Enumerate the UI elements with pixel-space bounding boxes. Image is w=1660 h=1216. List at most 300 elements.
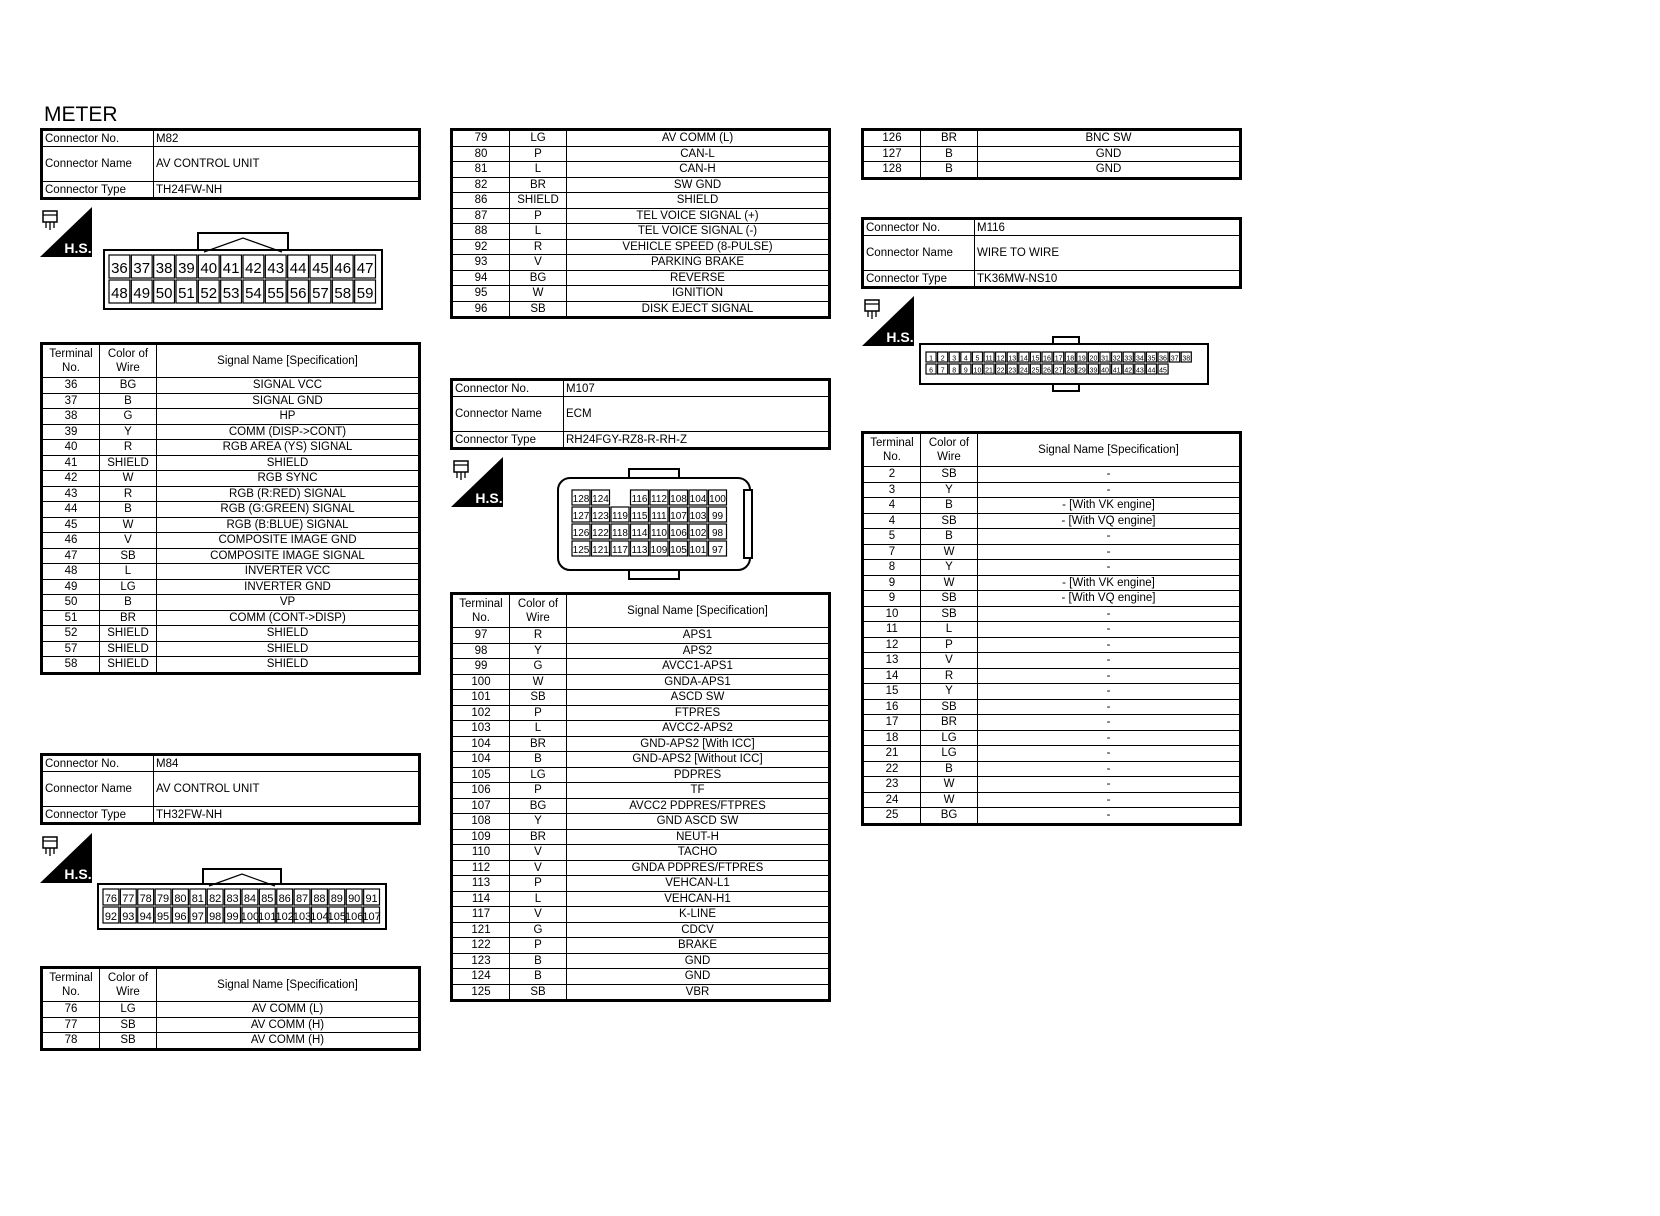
- terminal-no: 94: [452, 270, 510, 286]
- connector-type: TH32FW-NH: [154, 807, 420, 824]
- connector-m84-table-continued: [450, 128, 831, 319]
- signal-name: GND: [978, 146, 1241, 162]
- terminal-number: 59: [356, 284, 374, 302]
- terminal-no: 114: [452, 891, 510, 907]
- signal-name: TF: [567, 783, 830, 799]
- terminal-number: 32: [1112, 355, 1121, 363]
- wire-color: SB: [100, 548, 157, 564]
- terminal-no: 79: [452, 130, 510, 147]
- signal-name: GNDA-APS1: [567, 674, 830, 690]
- terminal-no: 96: [452, 301, 510, 318]
- table-row: [452, 130, 830, 147]
- signal-name: SIGNAL VCC: [157, 378, 420, 394]
- table-row: [42, 579, 420, 595]
- hs-icon: [40, 833, 92, 883]
- terminal-no: 48: [42, 564, 100, 580]
- terminal-no: 7: [863, 544, 921, 560]
- signal-name: -: [978, 808, 1241, 825]
- terminal-number: 21: [985, 367, 993, 375]
- signal-name: RGB (B:BLUE) SIGNAL: [157, 517, 420, 533]
- wire-color: SB: [921, 513, 978, 529]
- terminal-no: 23: [863, 777, 921, 793]
- terminal-number: 12: [996, 355, 1005, 363]
- terminal-number: 85: [261, 892, 274, 905]
- label-connector-no: Connector No.: [42, 130, 154, 147]
- signal-name: VP: [157, 595, 420, 611]
- wire-color: SB: [510, 984, 567, 1001]
- table-row: [42, 641, 420, 657]
- terminal-number: 53: [222, 284, 240, 302]
- terminal-number: 104: [310, 910, 329, 923]
- table-row: [452, 845, 830, 861]
- terminal-number: 99: [711, 511, 724, 522]
- wire-color: L: [510, 162, 567, 178]
- table-header: [863, 433, 1241, 467]
- terminal-no: 122: [452, 938, 510, 954]
- wire-color: SHIELD: [100, 657, 157, 674]
- terminal-number: 38: [155, 259, 173, 277]
- terminal-number: 1: [929, 355, 934, 363]
- terminal-no: 13: [863, 653, 921, 669]
- terminal-number: 114: [631, 528, 648, 539]
- terminal-number: 81: [191, 892, 204, 905]
- table-row: [452, 829, 830, 845]
- signal-name: SHIELD: [157, 657, 420, 674]
- connector-m82-info: [40, 128, 421, 200]
- table-row: [452, 752, 830, 768]
- label-connector-no: Connector No.: [42, 755, 154, 772]
- wire-color: SB: [921, 591, 978, 607]
- terminal-number: 115: [631, 511, 648, 522]
- signal-name: TEL VOICE SIGNAL (-): [567, 224, 830, 240]
- table-row: [452, 690, 830, 706]
- terminal-number: 10: [973, 367, 982, 375]
- terminal-no: 18: [863, 730, 921, 746]
- signal-name: -: [978, 653, 1241, 669]
- table-row: [452, 922, 830, 938]
- wire-color: W: [921, 792, 978, 808]
- signal-name: VEHCAN-L1: [567, 876, 830, 892]
- terminal-number: 108: [670, 494, 687, 505]
- wire-color: V: [510, 860, 567, 876]
- signal-name: APS2: [567, 643, 830, 659]
- wire-color: P: [510, 705, 567, 721]
- terminal-no: 15: [863, 684, 921, 700]
- terminal-no: 10: [863, 606, 921, 622]
- table-row: [452, 721, 830, 737]
- terminal-no: 109: [452, 829, 510, 845]
- table-row: [452, 860, 830, 876]
- terminal-number: 25: [1031, 367, 1040, 375]
- wire-color: SB: [510, 301, 567, 318]
- signal-name: CAN-H: [567, 162, 830, 178]
- signal-name: PARKING BRAKE: [567, 255, 830, 271]
- table-row: [863, 529, 1241, 545]
- wire-color: P: [510, 783, 567, 799]
- terminal-no: 49: [42, 579, 100, 595]
- terminal-number: 45: [1159, 367, 1167, 375]
- signal-name: -: [978, 792, 1241, 808]
- wire-color: BR: [510, 829, 567, 845]
- terminal-number: 15: [1031, 355, 1040, 363]
- terminal-number: 50: [155, 284, 173, 302]
- wire-color: SHIELD: [100, 626, 157, 642]
- signal-name: - [With VK engine]: [978, 575, 1241, 591]
- wire-color: SHIELD: [100, 641, 157, 657]
- wire-color: R: [100, 440, 157, 456]
- signal-name: -: [978, 668, 1241, 684]
- header-signal-name: Signal Name [Specification]: [157, 344, 420, 378]
- signal-name: -: [978, 715, 1241, 731]
- wire-color: Y: [921, 560, 978, 576]
- terminal-no: 103: [452, 721, 510, 737]
- terminal-no: 41: [42, 455, 100, 471]
- terminal-number: 122: [592, 528, 609, 539]
- terminal-no: 21: [863, 746, 921, 762]
- terminal-number: 6: [929, 367, 934, 375]
- header-color-of-wire: Color of Wire: [921, 433, 978, 467]
- signal-name: SHIELD: [567, 193, 830, 209]
- wire-color: V: [510, 907, 567, 923]
- terminal-number: 11: [985, 355, 993, 363]
- table-row: [42, 502, 420, 518]
- terminal-no: 81: [452, 162, 510, 178]
- terminal-no: 86: [452, 193, 510, 209]
- connector-type: RH24FGY-RZ8-R-RH-Z: [564, 432, 830, 449]
- terminal-number: 103: [689, 511, 707, 522]
- table-row: [863, 544, 1241, 560]
- terminal-no: 107: [452, 798, 510, 814]
- wire-color: BR: [921, 715, 978, 731]
- terminal-number: 37: [133, 259, 151, 277]
- signal-name: GND-APS2 [Without ICC]: [567, 752, 830, 768]
- wire-color: B: [100, 502, 157, 518]
- signal-name: -: [978, 482, 1241, 498]
- table-row: [863, 146, 1241, 162]
- signal-name: COMM (DISP->CONT): [157, 424, 420, 440]
- label-connector-name: Connector Name: [42, 772, 154, 807]
- signal-name: -: [978, 606, 1241, 622]
- terminal-number: 36: [111, 259, 128, 277]
- terminal-no: 11: [863, 622, 921, 638]
- terminal-number: 46: [334, 259, 352, 277]
- signal-name: FTPRES: [567, 705, 830, 721]
- connector-no: M107: [564, 380, 830, 397]
- table-row: [863, 730, 1241, 746]
- terminal-number: 107: [670, 511, 687, 522]
- table-row: [452, 798, 830, 814]
- wire-color: Y: [100, 424, 157, 440]
- table-row: [452, 736, 830, 752]
- terminal-number: 34: [1135, 355, 1144, 363]
- terminal-number: 84: [243, 892, 257, 905]
- signal-name: SHIELD: [157, 626, 420, 642]
- wire-color: B: [921, 498, 978, 514]
- signal-name: COMPOSITE IMAGE SIGNAL: [157, 548, 420, 564]
- terminal-no: 104: [452, 736, 510, 752]
- terminal-no: 123: [452, 953, 510, 969]
- wire-color: BG: [921, 808, 978, 825]
- terminal-number: 100: [240, 910, 260, 923]
- terminal-no: 4: [863, 513, 921, 529]
- terminal-number: 123: [592, 511, 609, 522]
- wire-color: L: [510, 721, 567, 737]
- signal-name: DISK EJECT SIGNAL: [567, 301, 830, 318]
- connector-name: AV CONTROL UNIT: [154, 147, 420, 182]
- terminal-number: 111: [651, 511, 667, 522]
- label-connector-type: Connector Type: [452, 432, 564, 449]
- terminal-no: 25: [863, 808, 921, 825]
- header-terminal-no: Terminal No.: [42, 344, 100, 378]
- terminal-number: 90: [348, 892, 361, 905]
- wire-color: G: [100, 409, 157, 425]
- terminal-number: 56: [289, 284, 307, 302]
- wire-color: B: [921, 761, 978, 777]
- terminal-no: 9: [863, 591, 921, 607]
- signal-name: INVERTER VCC: [157, 564, 420, 580]
- table-row: [42, 564, 420, 580]
- terminal-number: 106: [345, 910, 364, 923]
- signal-name: -: [978, 622, 1241, 638]
- terminal-number: 57: [312, 284, 329, 302]
- connector-name: ECM: [564, 397, 830, 432]
- terminal-no: 42: [42, 471, 100, 487]
- terminal-number: 76: [104, 892, 118, 905]
- table-row: [452, 891, 830, 907]
- terminal-number: 28: [1066, 367, 1075, 375]
- terminal-no: 24: [863, 792, 921, 808]
- wire-color: V: [510, 845, 567, 861]
- signal-name: INVERTER GND: [157, 579, 420, 595]
- signal-name: BRAKE: [567, 938, 830, 954]
- table-row: [863, 761, 1241, 777]
- terminal-no: 45: [42, 517, 100, 533]
- terminal-number: 58: [334, 284, 352, 302]
- table-row: [863, 653, 1241, 669]
- terminal-number: 78: [139, 892, 152, 905]
- terminal-number: 54: [245, 284, 262, 302]
- terminal-no: 17: [863, 715, 921, 731]
- wire-color: L: [921, 622, 978, 638]
- wire-color: Y: [921, 482, 978, 498]
- wire-color: L: [510, 891, 567, 907]
- table-row: [42, 440, 420, 456]
- signal-name: GND-APS2 [With ICC]: [567, 736, 830, 752]
- signal-name: K-LINE: [567, 907, 830, 923]
- connector-no: M116: [975, 219, 1241, 236]
- terminal-no: 92: [452, 239, 510, 255]
- signal-name: COMPOSITE IMAGE GND: [157, 533, 420, 549]
- terminal-no: 98: [452, 643, 510, 659]
- terminal-no: 58: [42, 657, 100, 674]
- terminal-number: 126: [572, 528, 590, 539]
- hs-label: H.S.: [64, 240, 92, 256]
- terminal-number: 8: [952, 367, 957, 375]
- table-row: [863, 513, 1241, 529]
- terminal-number: 109: [650, 545, 668, 556]
- signal-name: -: [978, 467, 1241, 483]
- table-row: [863, 637, 1241, 653]
- terminal-number: 9: [963, 367, 968, 375]
- table-row: [42, 409, 420, 425]
- header-signal-name: Signal Name [Specification]: [978, 433, 1241, 467]
- connector-m82-face: [103, 232, 383, 310]
- terminal-no: 104: [452, 752, 510, 768]
- header-signal-name: Signal Name [Specification]: [567, 594, 830, 628]
- wire-color: SB: [921, 467, 978, 483]
- terminal-no: 80: [452, 146, 510, 162]
- wire-color: P: [510, 208, 567, 224]
- terminal-number: 91: [365, 892, 378, 905]
- signal-name: HP: [157, 409, 420, 425]
- terminal-number: 45: [312, 259, 329, 277]
- terminal-number: 77: [122, 892, 135, 905]
- wire-color: W: [100, 517, 157, 533]
- wire-color: W: [921, 544, 978, 560]
- table-row: [452, 783, 830, 799]
- table-row: [452, 907, 830, 923]
- table-row: [863, 498, 1241, 514]
- signal-name: PDPRES: [567, 767, 830, 783]
- wire-color: B: [921, 162, 978, 179]
- terminal-no: 87: [452, 208, 510, 224]
- wire-color: BR: [510, 177, 567, 193]
- terminal-number: 4: [963, 355, 968, 363]
- wire-color: Y: [510, 643, 567, 659]
- terminal-no: 78: [42, 1033, 100, 1050]
- terminal-number: 3: [952, 355, 957, 363]
- terminal-number: 22: [996, 367, 1005, 375]
- table-row: [452, 301, 830, 318]
- wire-color: G: [510, 659, 567, 675]
- table-row: [452, 146, 830, 162]
- terminal-number: 29: [1077, 367, 1086, 375]
- connector-m116-face: [918, 336, 1210, 392]
- table-header: [42, 344, 420, 378]
- terminal-no: 76: [42, 1002, 100, 1018]
- terminal-number: 97: [711, 545, 724, 556]
- wire-color: R: [510, 239, 567, 255]
- signal-name: AV COMM (L): [157, 1002, 420, 1018]
- connector-type: TK36MW-NS10: [975, 271, 1241, 288]
- terminal-no: 14: [863, 668, 921, 684]
- table-row: [863, 684, 1241, 700]
- terminal-no: 5: [863, 529, 921, 545]
- page-title: METER: [44, 103, 118, 126]
- terminal-number: 47: [356, 259, 374, 277]
- terminal-number: 17: [1054, 355, 1063, 363]
- terminal-number: 16: [1043, 355, 1051, 363]
- terminal-number: 48: [111, 284, 128, 302]
- hs-label: H.S.: [475, 490, 503, 506]
- table-row: [452, 938, 830, 954]
- signal-name: -: [978, 560, 1241, 576]
- header-color-of-wire: Color of Wire: [510, 594, 567, 628]
- label-connector-no: Connector No.: [452, 380, 564, 397]
- terminal-no: 100: [452, 674, 510, 690]
- wire-color: LG: [510, 130, 567, 147]
- wire-color: P: [510, 938, 567, 954]
- terminal-no: 126: [863, 130, 921, 147]
- terminal-no: 101: [452, 690, 510, 706]
- table-row: [452, 255, 830, 271]
- header-color-of-wire: Color of Wire: [100, 344, 157, 378]
- terminal-no: 44: [42, 502, 100, 518]
- table-header: [42, 968, 420, 1002]
- terminal-number: 98: [711, 528, 724, 539]
- terminal-number: 128: [572, 494, 590, 505]
- terminal-no: 36: [42, 378, 100, 394]
- wire-color: LG: [510, 767, 567, 783]
- wire-color: SHIELD: [100, 455, 157, 471]
- connector-m84-face: [97, 868, 387, 930]
- terminal-no: 12: [863, 637, 921, 653]
- terminal-number: 23: [1008, 367, 1017, 375]
- table-row: [452, 162, 830, 178]
- terminal-number: 110: [651, 528, 667, 539]
- terminal-number: 96: [174, 910, 187, 923]
- terminal-number: 100: [709, 494, 726, 505]
- terminal-number: 40: [1101, 367, 1109, 375]
- connector-m84-table: [40, 966, 421, 1051]
- wire-color: V: [921, 653, 978, 669]
- terminal-no: 108: [452, 814, 510, 830]
- signal-name: -: [978, 761, 1241, 777]
- wire-color: W: [510, 286, 567, 302]
- terminal-number: 35: [1147, 355, 1156, 363]
- terminal-no: 112: [452, 860, 510, 876]
- signal-name: TACHO: [567, 845, 830, 861]
- signal-name: AV COMM (L): [567, 130, 830, 147]
- table-row: [452, 286, 830, 302]
- connector-m107-info: [450, 378, 831, 450]
- hs-icon: [862, 296, 914, 346]
- terminal-no: 82: [452, 177, 510, 193]
- wire-color: P: [921, 637, 978, 653]
- table-row: [863, 808, 1241, 825]
- wire-color: SB: [100, 1017, 157, 1033]
- terminal-no: 102: [452, 705, 510, 721]
- table-row: [452, 208, 830, 224]
- terminal-no: 97: [452, 628, 510, 644]
- wire-color: SB: [100, 1033, 157, 1050]
- label-connector-name: Connector Name: [452, 397, 564, 432]
- wire-color: SB: [510, 690, 567, 706]
- connector-m84-table-continued-2: [861, 128, 1242, 180]
- terminal-number: 13: [1008, 355, 1017, 363]
- terminal-number: 43: [1135, 367, 1144, 375]
- signal-name: RGB AREA (YS) SIGNAL: [157, 440, 420, 456]
- terminal-no: 51: [42, 610, 100, 626]
- wire-color: LG: [100, 579, 157, 595]
- table-row: [42, 1017, 420, 1033]
- connector-m107-face: [554, 468, 754, 580]
- table-row: [452, 270, 830, 286]
- terminal-number: 52: [200, 284, 218, 302]
- hs-icon: [40, 207, 92, 257]
- table-row: [452, 177, 830, 193]
- wire-color: B: [921, 146, 978, 162]
- table-row: [863, 467, 1241, 483]
- table-row: [42, 393, 420, 409]
- terminal-no: 105: [452, 767, 510, 783]
- terminal-number: 79: [156, 892, 170, 905]
- signal-name: -: [978, 699, 1241, 715]
- terminal-number: 88: [313, 892, 326, 905]
- table-row: [42, 471, 420, 487]
- terminal-no: 106: [452, 783, 510, 799]
- header-terminal-no: Terminal No.: [452, 594, 510, 628]
